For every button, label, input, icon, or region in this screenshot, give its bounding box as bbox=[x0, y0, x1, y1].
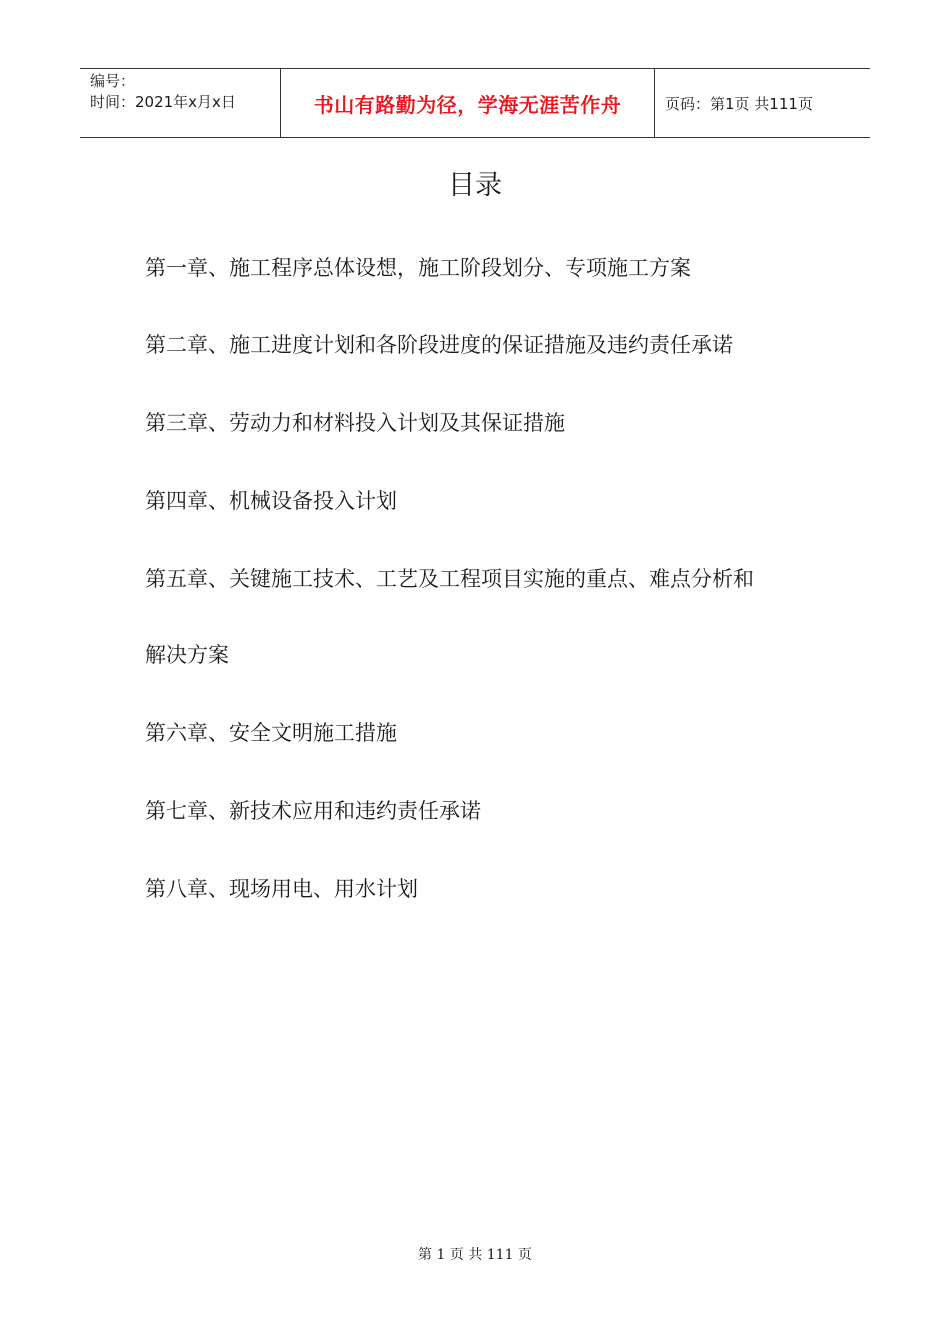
header-motto: 书山有路勤为径，学海无涯苦作舟 bbox=[313, 92, 622, 117]
header-page-info: 页码：第1页 共111页 bbox=[665, 94, 813, 113]
document-number-label: 编号： bbox=[90, 72, 136, 90]
toc-item-chapter-7[interactable]: 第七章、新技术应用和违约责任承诺 bbox=[145, 799, 481, 823]
toc-item-chapter-5[interactable]: 第五章、关键施工技术、工艺及工程项目实施的重点、难点分析和 bbox=[145, 567, 754, 591]
header-meta-cell bbox=[80, 69, 281, 137]
page-title: 目录 bbox=[448, 170, 502, 201]
toc-item-chapter-6[interactable]: 第六章、安全文明施工措施 bbox=[145, 721, 397, 745]
header-motto-cell bbox=[281, 69, 655, 137]
document-time-label: 时间：2021年x月x日 bbox=[90, 93, 236, 111]
toc-item-chapter-5-continued[interactable]: 解决方案 bbox=[145, 643, 229, 667]
toc-item-chapter-2[interactable]: 第二章、施工进度计划和各阶段进度的保证措施及违约责任承诺 bbox=[145, 333, 733, 357]
page-footer: 第 1 页 共 111 页 bbox=[418, 1247, 532, 1263]
toc-item-chapter-4[interactable]: 第四章、机械设备投入计划 bbox=[145, 489, 397, 513]
document-header bbox=[80, 68, 870, 138]
toc-item-chapter-8[interactable]: 第八章、现场用电、用水计划 bbox=[145, 877, 418, 901]
toc-item-chapter-1[interactable]: 第一章、施工程序总体设想，施工阶段划分、专项施工方案 bbox=[145, 256, 691, 280]
toc-item-chapter-3[interactable]: 第三章、劳动力和材料投入计划及其保证措施 bbox=[145, 411, 565, 435]
header-page-cell bbox=[655, 69, 870, 137]
